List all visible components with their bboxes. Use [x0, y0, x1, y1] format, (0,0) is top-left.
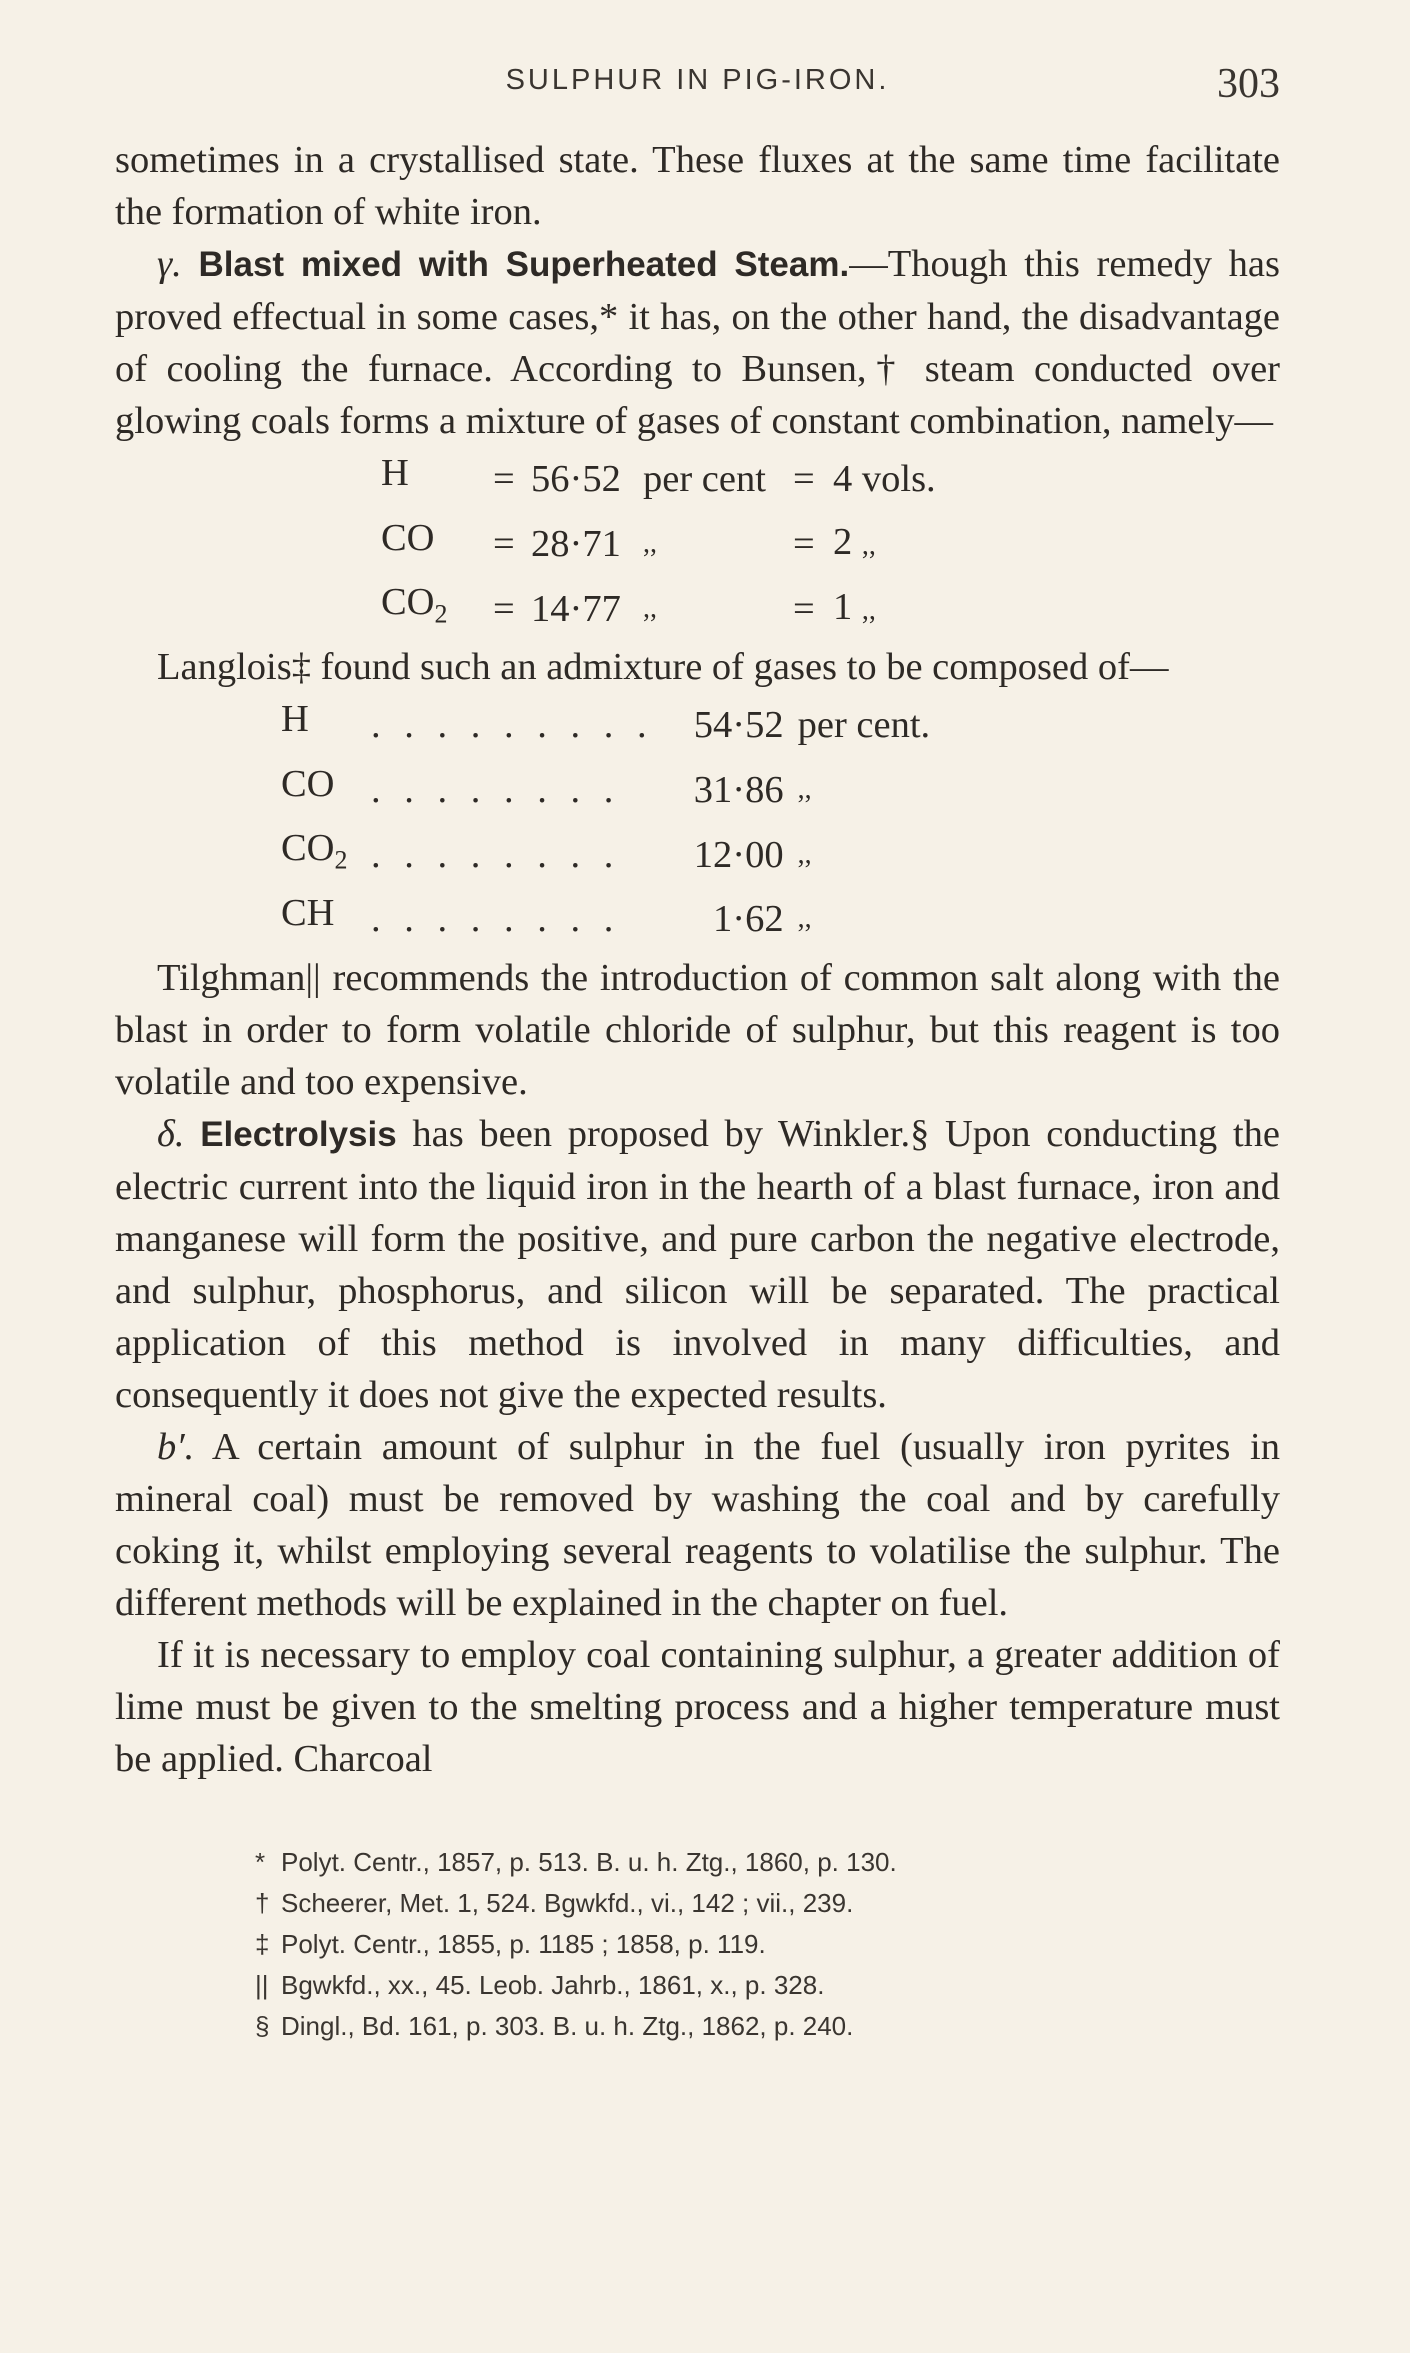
leader-dots: . . . . . . . .: [371, 833, 621, 876]
percent-unit: per cent: [643, 458, 766, 501]
table-row: [381, 576, 953, 641]
volume-amount: 1: [833, 585, 853, 628]
gas-formula: H: [281, 698, 309, 741]
paragraph-langlois: Langlois‡ found such an admixture of gases to be composed of—: [157, 646, 1169, 689]
table-row: [281, 758, 930, 823]
footnote-text: Polyt. Centr., 1857, p. 513. B. u. h. Ztg., 1860, p. 130.: [281, 1847, 897, 1877]
page-header: [115, 60, 1280, 110]
table-row: [281, 822, 930, 887]
footnote-mark: *: [255, 1847, 266, 1877]
footnote-mark: §: [255, 2011, 270, 2041]
footnote-mark: ||: [255, 1970, 269, 2000]
ditto-mark: ,,: [797, 774, 812, 806]
footnote-text: Scheerer, Met. 1, 524. Bgwkfd., vi., 142 ; vii., 239.: [281, 1888, 854, 1918]
section-marker-gamma: γ.: [157, 243, 182, 285]
gas-formula: CO: [281, 762, 335, 805]
leader-dots: . . . . . . . . .: [371, 704, 654, 747]
gas-formula: CO: [381, 581, 435, 624]
ditto-mark: ,,: [797, 903, 812, 935]
equals-sign: =: [793, 587, 815, 630]
table-row: [381, 447, 953, 512]
equals-sign: =: [493, 458, 515, 501]
percent-value: 31·86: [693, 769, 784, 812]
paragraph-electrolysis: [115, 1108, 1280, 1421]
percent-value: 14·77: [531, 587, 621, 630]
gas-formula: H: [381, 452, 409, 494]
ditto-mark: ,,: [643, 528, 657, 560]
subscript: 2: [434, 600, 448, 630]
leader-dots: . . . . . . . .: [371, 769, 621, 812]
langlois-gas-table: [281, 693, 930, 952]
percent-value: 1·62: [713, 898, 784, 941]
percent-value: 56·52: [531, 458, 621, 501]
paragraph-steam-text: —Though this remedy has proved effectual in some cases,* it has, on the other hand, the disadvantage of cooling the furnace. According to Bunsen,† steam conducted over glowing coals forms a mixture of gases of constant combination, namely—: [115, 243, 1280, 442]
volume-amount: 4: [833, 458, 853, 501]
paragraph-fuel-text: A certain amount of sulphur in the fuel (usually iron pyrites in mineral coal) must be removed by washing the coal and by carefully coking it, whilst employing several reagents to volatilise the sulphur. The different methods will be explained in the chapter on fuel.: [115, 1425, 1280, 1624]
percent-value: 12·00: [693, 833, 784, 876]
running-head: SULPHUR IN PIG-IRON.: [505, 64, 890, 96]
percent-value: 28·71: [531, 523, 621, 566]
ditto-mark: ,,: [861, 530, 876, 562]
ditto-mark: ,,: [861, 594, 876, 626]
table-row: [281, 693, 930, 758]
paragraph-fuel: [115, 1421, 1280, 1629]
footnote: [255, 2006, 1255, 2047]
ditto-mark: ,,: [797, 838, 812, 870]
paragraph-steam: [115, 238, 1280, 447]
footnote-mark: †: [255, 1888, 270, 1918]
steam-gas-table: [381, 447, 953, 641]
equals-sign: =: [793, 523, 815, 566]
section-heading-steam: Blast mixed with Superheated Steam.: [198, 245, 850, 284]
percent-unit: per cent.: [797, 704, 931, 747]
volume-unit: vols.: [861, 458, 936, 501]
gas-formula: CH: [281, 892, 335, 935]
equals-sign: =: [493, 587, 515, 630]
footnote: [255, 1842, 1255, 1883]
percent-value: 54·52: [693, 704, 784, 747]
section-heading-electrolysis: Electrolysis: [200, 1114, 397, 1154]
gas-formula: CO: [381, 516, 435, 559]
section-marker-delta: δ.: [157, 1112, 185, 1155]
section-marker-b-prime: b′.: [157, 1425, 195, 1468]
footnote-mark: ‡: [255, 1929, 270, 1959]
equals-sign: =: [493, 523, 515, 566]
paragraph-1: sometimes in a crystallised state. These fluxes at the same time facilitate the formation of white iron.: [115, 139, 1280, 233]
equals-sign: =: [793, 458, 815, 501]
footnote: [255, 1883, 1255, 1924]
footnote: [255, 1965, 1255, 2006]
footnote: [255, 1924, 1255, 1965]
gas-formula: CO: [281, 827, 335, 870]
leader-dots: . . . . . . . .: [371, 898, 621, 941]
footnote-text: Bgwkfd., xx., 45. Leob. Jahrb., 1861, x., p. 328.: [281, 1970, 825, 2000]
paragraph-electrolysis-text: has been proposed by Winkler.§ Upon conducting the electric current into the liquid iron in the hearth of a blast furnace, iron and manganese will form the positive, and pure carbon the negative electrode, and sulphur, phosphorus, and silicon will be separated. The practical application of this method is involved in many difficulties, and consequently it does not give the expected results.: [115, 1112, 1281, 1416]
subscript: 2: [334, 846, 348, 876]
ditto-mark: ,,: [643, 592, 657, 624]
volume-amount: 2: [833, 521, 853, 564]
paragraph-coal: If it is necessary to employ coal containing sulphur, a greater addition of lime must be given to the smelting process and a higher temperature must be applied. Charcoal: [115, 1633, 1280, 1780]
table-row: [281, 887, 930, 952]
body-text: [115, 134, 1280, 1785]
footnote-text: Polyt. Centr., 1855, p. 1185 ; 1858, p. 119.: [281, 1929, 766, 1959]
footnotes: [255, 1842, 1255, 2047]
footnote-text: Dingl., Bd. 161, p. 303. B. u. h. Ztg., 1862, p. 240.: [281, 2011, 854, 2041]
paragraph-tilghman: Tilghman|| recommends the introduction of common salt along with the blast in order to form volatile chloride of sulphur, but this reagent is too volatile and too expensive.: [115, 956, 1280, 1103]
table-row: [381, 512, 953, 577]
page-number: 303: [1217, 61, 1280, 107]
